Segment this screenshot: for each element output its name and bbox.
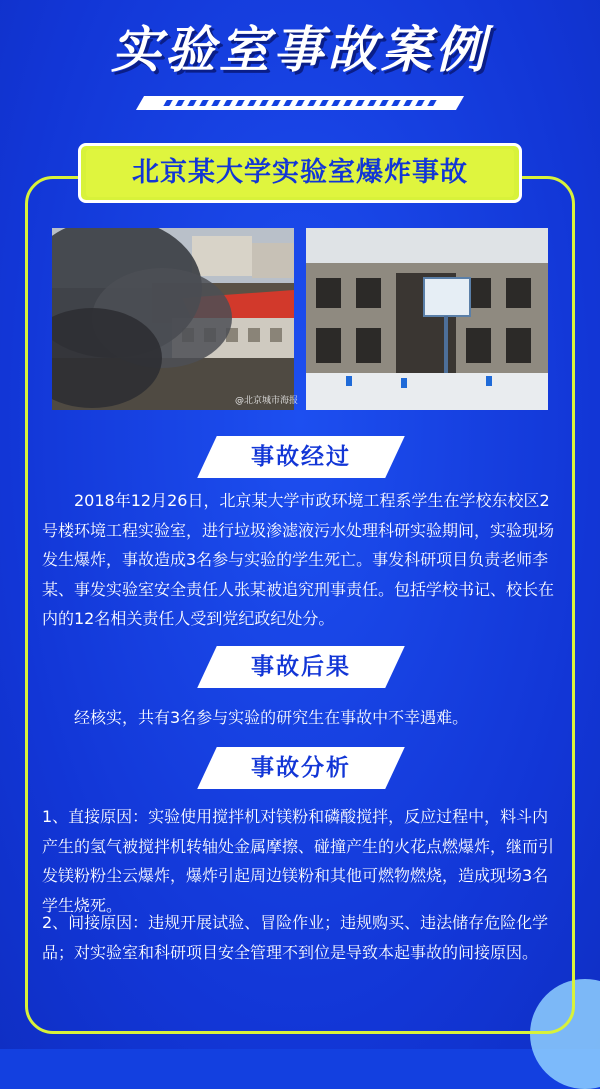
section-heading-consequence: 事故后果	[207, 646, 395, 688]
photo-watermark: @北京城市海报	[235, 396, 299, 406]
section-heading-analysis: 事故分析	[207, 747, 395, 789]
photo-burnt-building	[306, 228, 548, 410]
title-stripes-decoration	[163, 100, 436, 106]
section-text-direct-cause: 1、直接原因：实验使用搅拌机对镁粉和磷酸搅拌，反应过程中，料斗内产生的氢气被搅拌机转轴处金属摩擦、碰撞产生的火花点燃爆炸，继而引发镁粉粉尘云爆炸，爆炸引起周边镁粉和其他可燃物燃烧，造成现场3名学生烧死。	[42, 807, 555, 915]
page-title: 实验室事故案例	[111, 21, 489, 79]
section-heading-process: 事故经过	[207, 436, 395, 478]
photo-smoke	[52, 228, 294, 410]
section-text-consequence: 经核实，共有3名参与实验的研究生在事故中不幸遇难。	[74, 708, 469, 727]
section-text-indirect-cause: 2、间接原因：违规开展试验、冒险作业；违规购买、违法储存危险化学品；对实验室和科研项目安全管理不到位是导致本起事故的间接原因。	[42, 913, 549, 962]
subtitle-text: 北京某大学实验室爆炸事故	[86, 149, 514, 197]
section-text-process: 2018年12月26日，北京某大学市政环境工程系学生在学校东校区2号楼环境工程实验室，进行垃圾渗滤液污水处理科研实验期间，实验现场发生爆炸，事故造成3名参与实验的学生死亡。事发科研项目负责老师李某、事发实验室安全责任人张某被追究刑事责任。包括学校书记、校长在内的12名相关责任人受到党纪政纪处分。	[42, 491, 555, 628]
